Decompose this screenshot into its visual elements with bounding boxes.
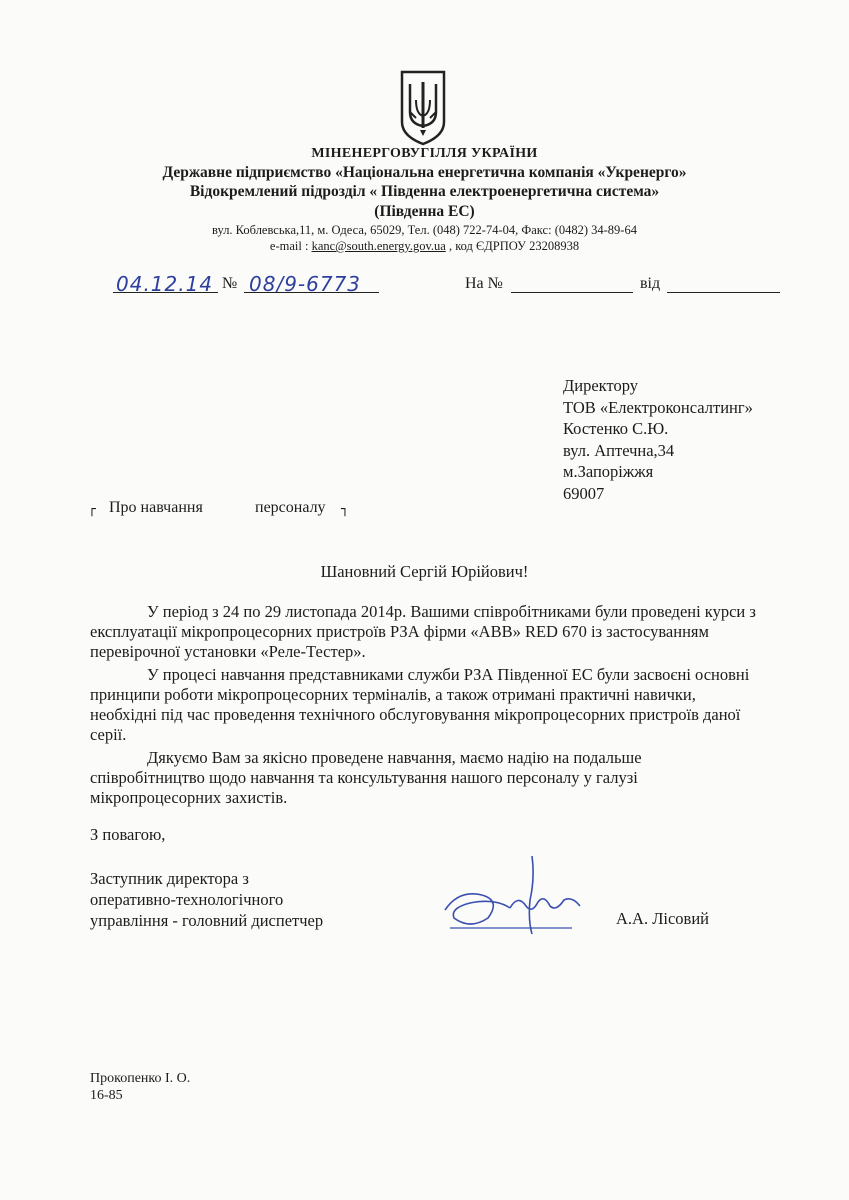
email-prefix: e-mail :	[269, 239, 312, 253]
handwritten-signature	[440, 848, 590, 938]
from-date-label: від	[640, 275, 661, 292]
signer-position-line-2: оперативно-технологічного	[90, 890, 284, 909]
addressee-block	[563, 375, 753, 504]
subject-line	[88, 499, 358, 523]
paragraph-1-line-1: У період з 24 по 29 листопада 2014р. Вашими співробітниками були проведені курси з	[147, 602, 756, 621]
number-underline	[244, 292, 379, 293]
division-short-name: (Південна ЕС)	[374, 203, 475, 220]
addressee-name: Костенко С.Ю.	[563, 419, 669, 438]
addressee-company: ТОВ «Електроконсалтинг»	[563, 397, 753, 417]
coat-of-arms-emblem	[398, 70, 448, 146]
signer-position-line-1: Заступник директора з	[90, 869, 249, 888]
signer-position	[90, 868, 323, 931]
handwritten-date: 04.12.14	[116, 272, 214, 296]
executor-block	[90, 1070, 190, 1104]
addressee-street: вул. Аптечна,34	[563, 440, 675, 460]
reply-to-label: На №	[465, 275, 503, 292]
salutation: Шановний Сергій Юрійович!	[320, 562, 529, 581]
addressee-postcode: 69007	[563, 483, 605, 503]
paragraph-2-line-4: серії.	[90, 725, 127, 744]
executor-phone: 16-85	[90, 1088, 123, 1103]
paragraph-1-line-3: перевірочної установки «Реле-Тестер».	[90, 642, 366, 661]
edrpou-code: , код ЄДРПОУ 23208938	[445, 239, 580, 253]
subject-word-2: персоналу	[255, 499, 326, 516]
division-name: Відокремлений підрозділ « Південна електроенергетична система»	[189, 183, 660, 200]
paragraph-2-line-1: У процесі навчання представниками служби РЗА Південної ЕС були засвоєні основні	[147, 665, 750, 684]
email-link[interactable]: kanc@south.energy.gov.ua	[311, 239, 446, 253]
contact-line	[0, 239, 849, 254]
executor-name: Прокопенко І. О.	[90, 1071, 191, 1086]
address-line: вул. Коблевська,11, м. Одеса, 65029, Тел. (048) 722-74-04, Факс: (0482) 34-89-64	[212, 223, 637, 237]
paragraph-2-line-3: необхідні під час проведення технічного обслуговування мікропроцесорних пристроїв даної	[90, 705, 741, 724]
from-date-blank	[667, 292, 780, 293]
signer-name: А.А. Лісовий	[616, 909, 710, 928]
addressee-city: м.Запоріжжя	[563, 462, 654, 481]
paragraph-3-line-2: співробітництво щодо навчання та консультування нашого персоналу у галузі	[90, 768, 638, 787]
closing: З повагою,	[90, 825, 166, 844]
reply-number-blank	[511, 292, 633, 293]
paragraph-1-line-2: експлуатації мікропроцесорних пристроїв РЗА фірми «АВВ» RED 670 із застосуванням	[90, 622, 709, 641]
paragraph-3-line-3: мікропроцесорних захистів.	[90, 788, 288, 807]
subject-word-1: Про навчання	[109, 499, 203, 516]
handwritten-outgoing-number: 08/9-6773	[249, 272, 362, 296]
enterprise-name: Державне підприємство «Національна енергетична компанія «Укренерго»	[162, 164, 687, 181]
addressee-title: Директору	[563, 376, 638, 395]
number-sign: №	[222, 275, 238, 292]
ministry-name: МІНЕНЕРГОВУГІЛЛЯ УКРАЇНИ	[311, 146, 538, 161]
subject-corner-left-icon: ┌	[88, 502, 96, 517]
date-underline	[113, 292, 218, 293]
paragraph-3-line-1: Дякуємо Вам за якісно проведене навчання, маємо надію на подальше	[147, 748, 642, 767]
paragraph-2-line-2: принципи роботи мікропроцесорних терміналів, а також отримані практичні навички,	[90, 685, 696, 704]
subject-corner-right-icon: ┐	[341, 502, 349, 517]
signer-position-line-3: управління - головний диспетчер	[90, 911, 324, 930]
